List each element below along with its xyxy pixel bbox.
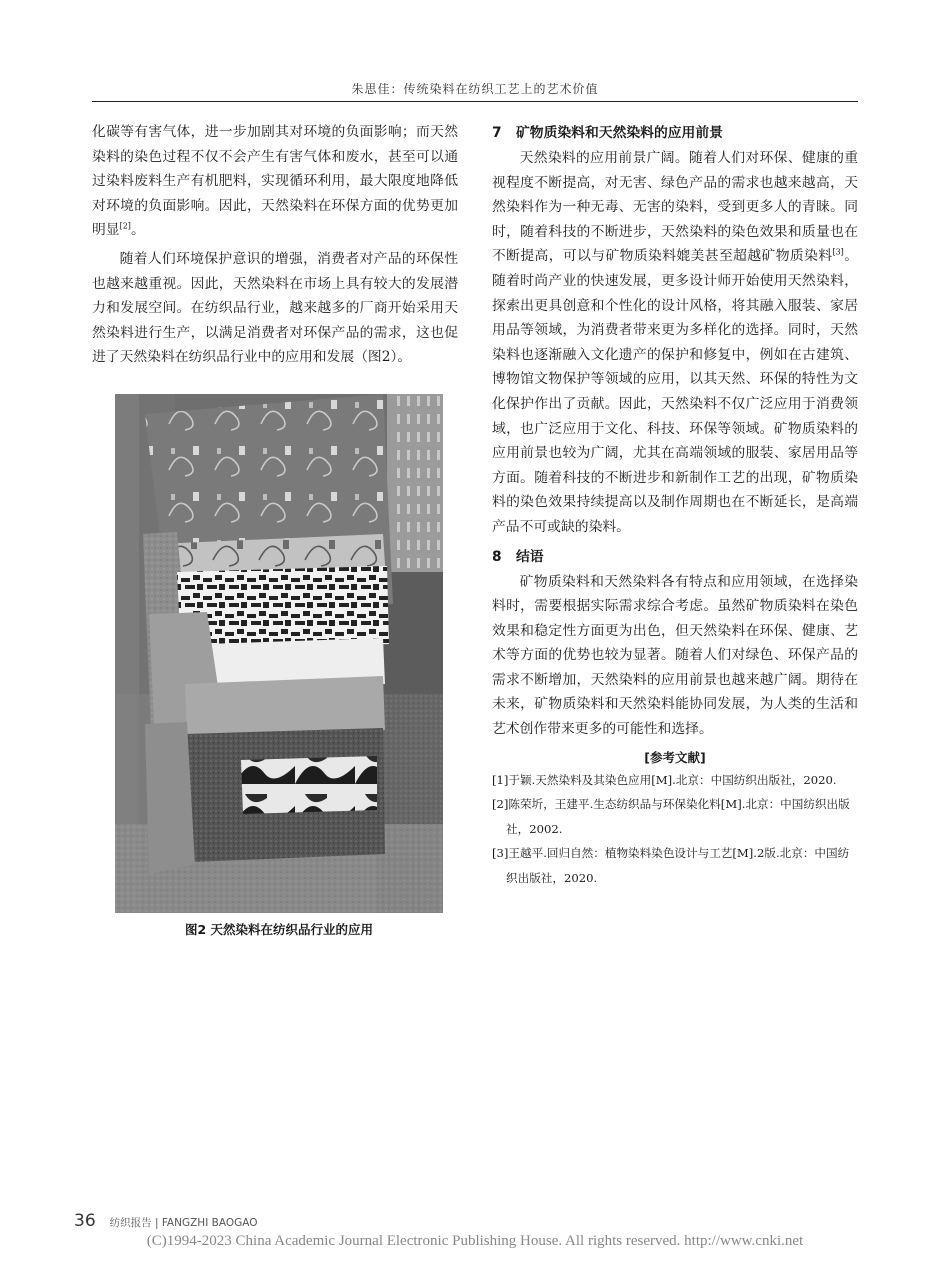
citation-3: [3]	[832, 247, 844, 257]
figure-fabric-swatches	[115, 394, 443, 913]
journal-name: 纺织报告 | FANGZHI BAOGAO	[109, 1217, 258, 1229]
left-paragraph-1-end: 。	[130, 222, 145, 239]
section-8-paragraph: 矿物质染料和天然染料各有特点和应用领域，在选择染料时，需要根据实际需求综合考虑。虽然矿物质染料在染色效果和稳定性方面更为出色，但天然染料在环保、健康、艺术等方面的优势也较为显著。随着人们对绿色、环保产品的需求不断增加，天然染料的应用前景也越来越广阔。期待在未来，矿物质染料和天然染料能协同发展，为人类的生活和艺术创作带来更多的可能性和选择。	[492, 573, 858, 738]
references-list	[492, 768, 858, 891]
reference-item-2: [2]陈荣圻，王建平.生态纺织品与环保染化料[M].北京：中国纺织出版社，2002.	[492, 797, 850, 836]
section-7-paragraph	[492, 146, 858, 540]
section-7-text-b: 。随着时尚产业的快速发展，更多设计师开始使用天然染料，探索出更具创意和个性化的设计风格，将其融入服装、家居用品等领域，为消费者带来更为多样化的选择。同时，天然染料也逐渐融入文化遗产的保护和修复中，例如在古建筑、博物馆文物保护等领域的应用，以其天然、环保的特性为文化保护作出了贡献。因此，天然染料不仅广泛应用于消费领域，也广泛应用于文化、科技、环保等领域。矿物质染料的应用前景也较为广阔，尤其在高端领域的服装、家居用品等方面。随着科技的不断进步和新制作工艺的出现，矿物质染料的染色效果持续提高以及制作周期也在不断延长，是高端产品不可或缺的染料。	[492, 248, 858, 535]
section-8-number: 8	[492, 548, 502, 565]
left-paragraph-1	[92, 120, 458, 243]
header-title: 朱思佳：传统染料在纺织工艺上的艺术价值	[351, 82, 599, 96]
section-7-title: 矿物质染料和天然染料的应用前景	[516, 125, 723, 141]
reference-item-1: [1]于颖.天然染料及其染色应用[M].北京：中国纺织出版社，2020.	[492, 772, 837, 787]
fabric-photo	[115, 394, 443, 913]
left-column	[92, 120, 458, 370]
left-paragraph-1-text: 化碳等有害气体，进一步加剧其对环境的负面影响；而天然染料的染色过程不仅不会产生有害气体和废水，甚至可以通过染料废料生产有机肥料，实现循环利用，最大限度地降低对环境的负面影响。因此，天然染料在环保方面的优势更加明显	[92, 124, 458, 239]
section-7-number: 7	[492, 125, 502, 141]
page-footer	[74, 1211, 258, 1231]
page-number: 36	[74, 1211, 96, 1231]
left-paragraph-2: 随着人们环境保护意识的增强，消费者对产品的环保性也越来越重视。因此，天然染料在市场上具有较大的发展潜力和发展空间。在纺织品行业，越来越多的厂商开始采用天然染料进行生产，以满足消费者对环保产品的需求，这也促进了天然染料在纺织品行业中的应用和发展（图2）。	[92, 250, 458, 366]
header-rule	[92, 101, 858, 102]
references-heading: [参考文献]	[644, 749, 706, 765]
citation-2: [2]	[119, 221, 131, 231]
section-8-heading	[492, 544, 858, 570]
section-7-heading	[492, 120, 858, 146]
copyright-notice: (C)1994-2023 China Academic Journal Electronic Publishing House. All rights reserved. http://www.cnki.net	[146, 1233, 804, 1249]
figure-caption: 图2 天然染料在纺织品行业的应用	[184, 922, 374, 937]
section-8-title: 结语	[516, 548, 544, 565]
right-column	[492, 120, 858, 890]
reference-item-3: [3]王越平.回归自然：植物染料染色设计与工艺[M].2版.北京：中国纺织出版社，2020.	[492, 846, 850, 885]
section-7-text-a: 天然染料的应用前景广阔。随着人们对环保、健康的重视程度不断提高，对无害、绿色产品的需求也越来越高，天然染料作为一种无毒、无害的染料，受到更多人的青睐。同时，随着科技的不断进步，天然染料的染色效果和质量也在不断提高，可以与矿物质染料媲美甚至超越矿物质染料	[492, 150, 858, 265]
